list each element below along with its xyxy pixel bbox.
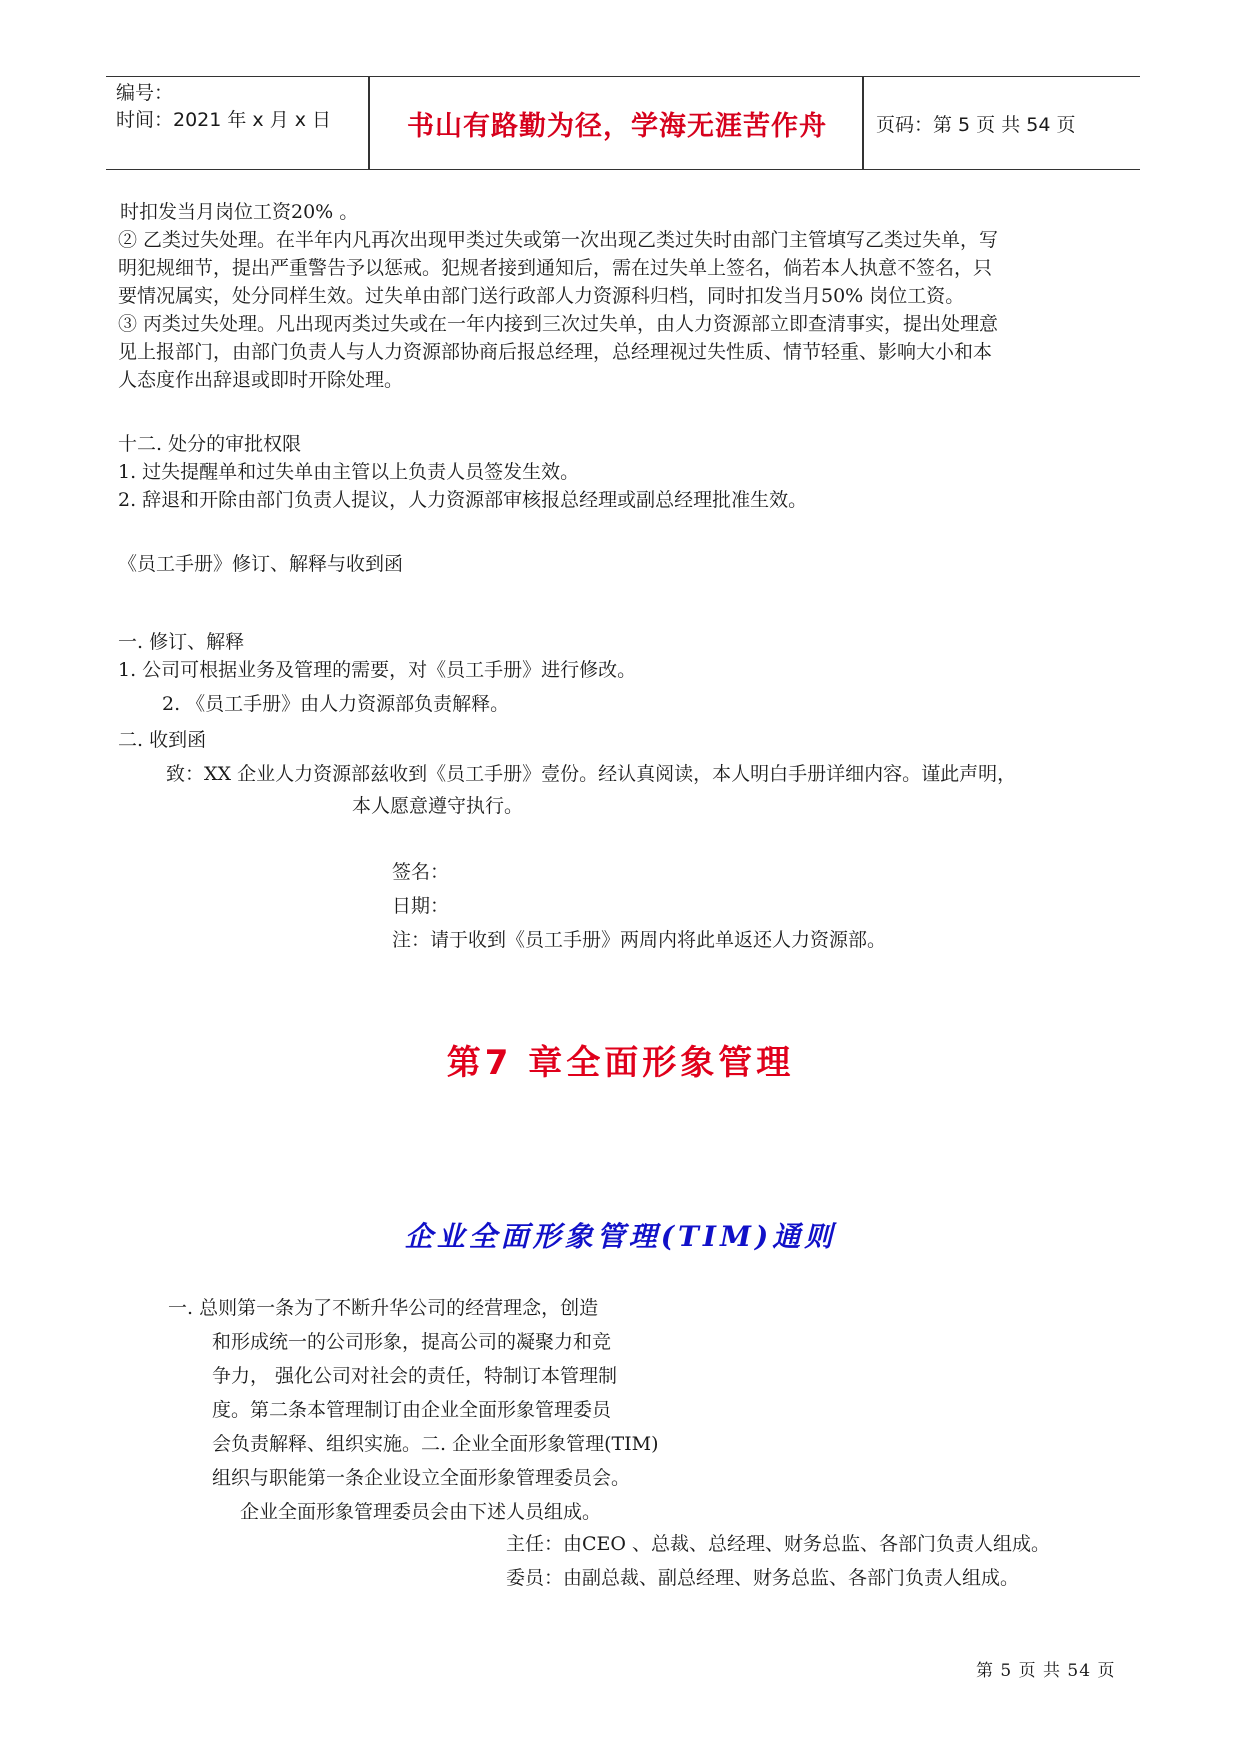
paragraph-line: 主任：由CEO 、总裁、总经理、财务总监、各部门负责人组成。 xyxy=(506,1533,1051,1555)
chapter-title: 第7 章全面形象管理 xyxy=(446,1043,795,1083)
paragraph-line: 委员：由副总裁、副总经理、财务总监、各部门负责人组成。 xyxy=(506,1567,1020,1589)
paragraph-line: 组织与职能第一条企业设立全面形象管理委员会。 xyxy=(212,1467,631,1489)
header-divider xyxy=(368,77,370,169)
header-divider xyxy=(862,77,864,169)
date-label: 日期： xyxy=(392,895,450,917)
header-number-label: 编号： xyxy=(116,82,174,104)
paragraph-line: 人态度作出辞退或即时开除处理。 xyxy=(118,369,404,391)
section-title: 企业全面形象管理(TIM)通则 xyxy=(404,1220,837,1253)
list-item: 1. 过失提醒单和过失单由主管以上负责人员签发生效。 xyxy=(118,461,580,483)
page-footer: 第 5 页 共 54 页 xyxy=(976,1661,1116,1681)
paragraph-line: 度。第二条本管理制订由企业全面形象管理委员 xyxy=(212,1399,612,1421)
paragraph-line: 和形成统一的公司形象，提高公司的凝聚力和竞 xyxy=(212,1331,612,1353)
paragraph-line: 争力， 强化公司对社会的责任，特制订本管理制 xyxy=(212,1365,618,1387)
page-header xyxy=(106,76,1140,170)
paragraph-line: 本人愿意遵守执行。 xyxy=(352,795,524,817)
header-meta xyxy=(116,77,374,169)
paragraph-line: 企业全面形象管理委员会由下述人员组成。 xyxy=(240,1501,602,1523)
section-heading: 一. 修订、解释 xyxy=(118,631,245,653)
list-item: 2. 《员工手册》由人力资源部负责解释。 xyxy=(162,693,510,715)
note-text: 注：请于收到《员工手册》两周内将此单返还人力资源部。 xyxy=(392,929,887,951)
header-motto: 书山有路勤为径，学海无涯苦作舟 xyxy=(407,110,827,142)
paragraph-line: 时扣发当月岗位工资20% 。 xyxy=(120,201,359,223)
signature-label: 签名： xyxy=(392,861,450,883)
list-item: 1. 公司可根据业务及管理的需要，对《员工手册》进行修改。 xyxy=(118,659,637,681)
paragraph-line: ③ 丙类过失处理。凡出现丙类过失或在一年内接到三次过失单，由人力资源部立即查清事实，提出处理意 xyxy=(118,313,999,335)
section-heading: 《员工手册》修订、解释与收到函 xyxy=(118,553,404,575)
paragraph-line: 明犯规细节，提出严重警告予以惩戒。犯规者接到通知后，需在过失单上签名，倘若本人执意不签名，只 xyxy=(118,257,993,279)
section-heading: 十二. 处分的审批权限 xyxy=(118,433,302,455)
header-time-label: 时间：2021 年 x 月 x 日 xyxy=(116,109,332,131)
paragraph-line: 致：XX 企业人力资源部兹收到《员工手册》壹份。经认真阅读，本人明白手册详细内容。谨此声明， xyxy=(166,763,1017,785)
section-heading: 二. 收到函 xyxy=(118,729,207,751)
paragraph-line: 一. 总则第一条为了不断升华公司的经营理念，创造 xyxy=(168,1297,599,1319)
paragraph-line: 要情况属实，处分同样生效。过失单由部门送行政部人力资源科归档，同时扣发当月50% 岗位工资。 xyxy=(118,285,965,307)
paragraph-line: 见上报部门，由部门负责人与人力资源部协商后报总经理，总经理视过失性质、情节轻重、影响大小和本 xyxy=(118,341,993,363)
list-item: 2. 辞退和开除由部门负责人提议，人力资源部审核报总经理或副总经理批准生效。 xyxy=(118,489,808,511)
paragraph-line: ② 乙类过失处理。在半年内凡再次出现甲类过失或第一次出现乙类过失时由部门主管填写乙类过失单，写 xyxy=(118,229,999,251)
paragraph-line: 会负责解释、组织实施。二. 企业全面形象管理(TIM) xyxy=(212,1433,659,1455)
header-page-info: 页码：第 5 页 共 54 页 xyxy=(876,113,1076,136)
